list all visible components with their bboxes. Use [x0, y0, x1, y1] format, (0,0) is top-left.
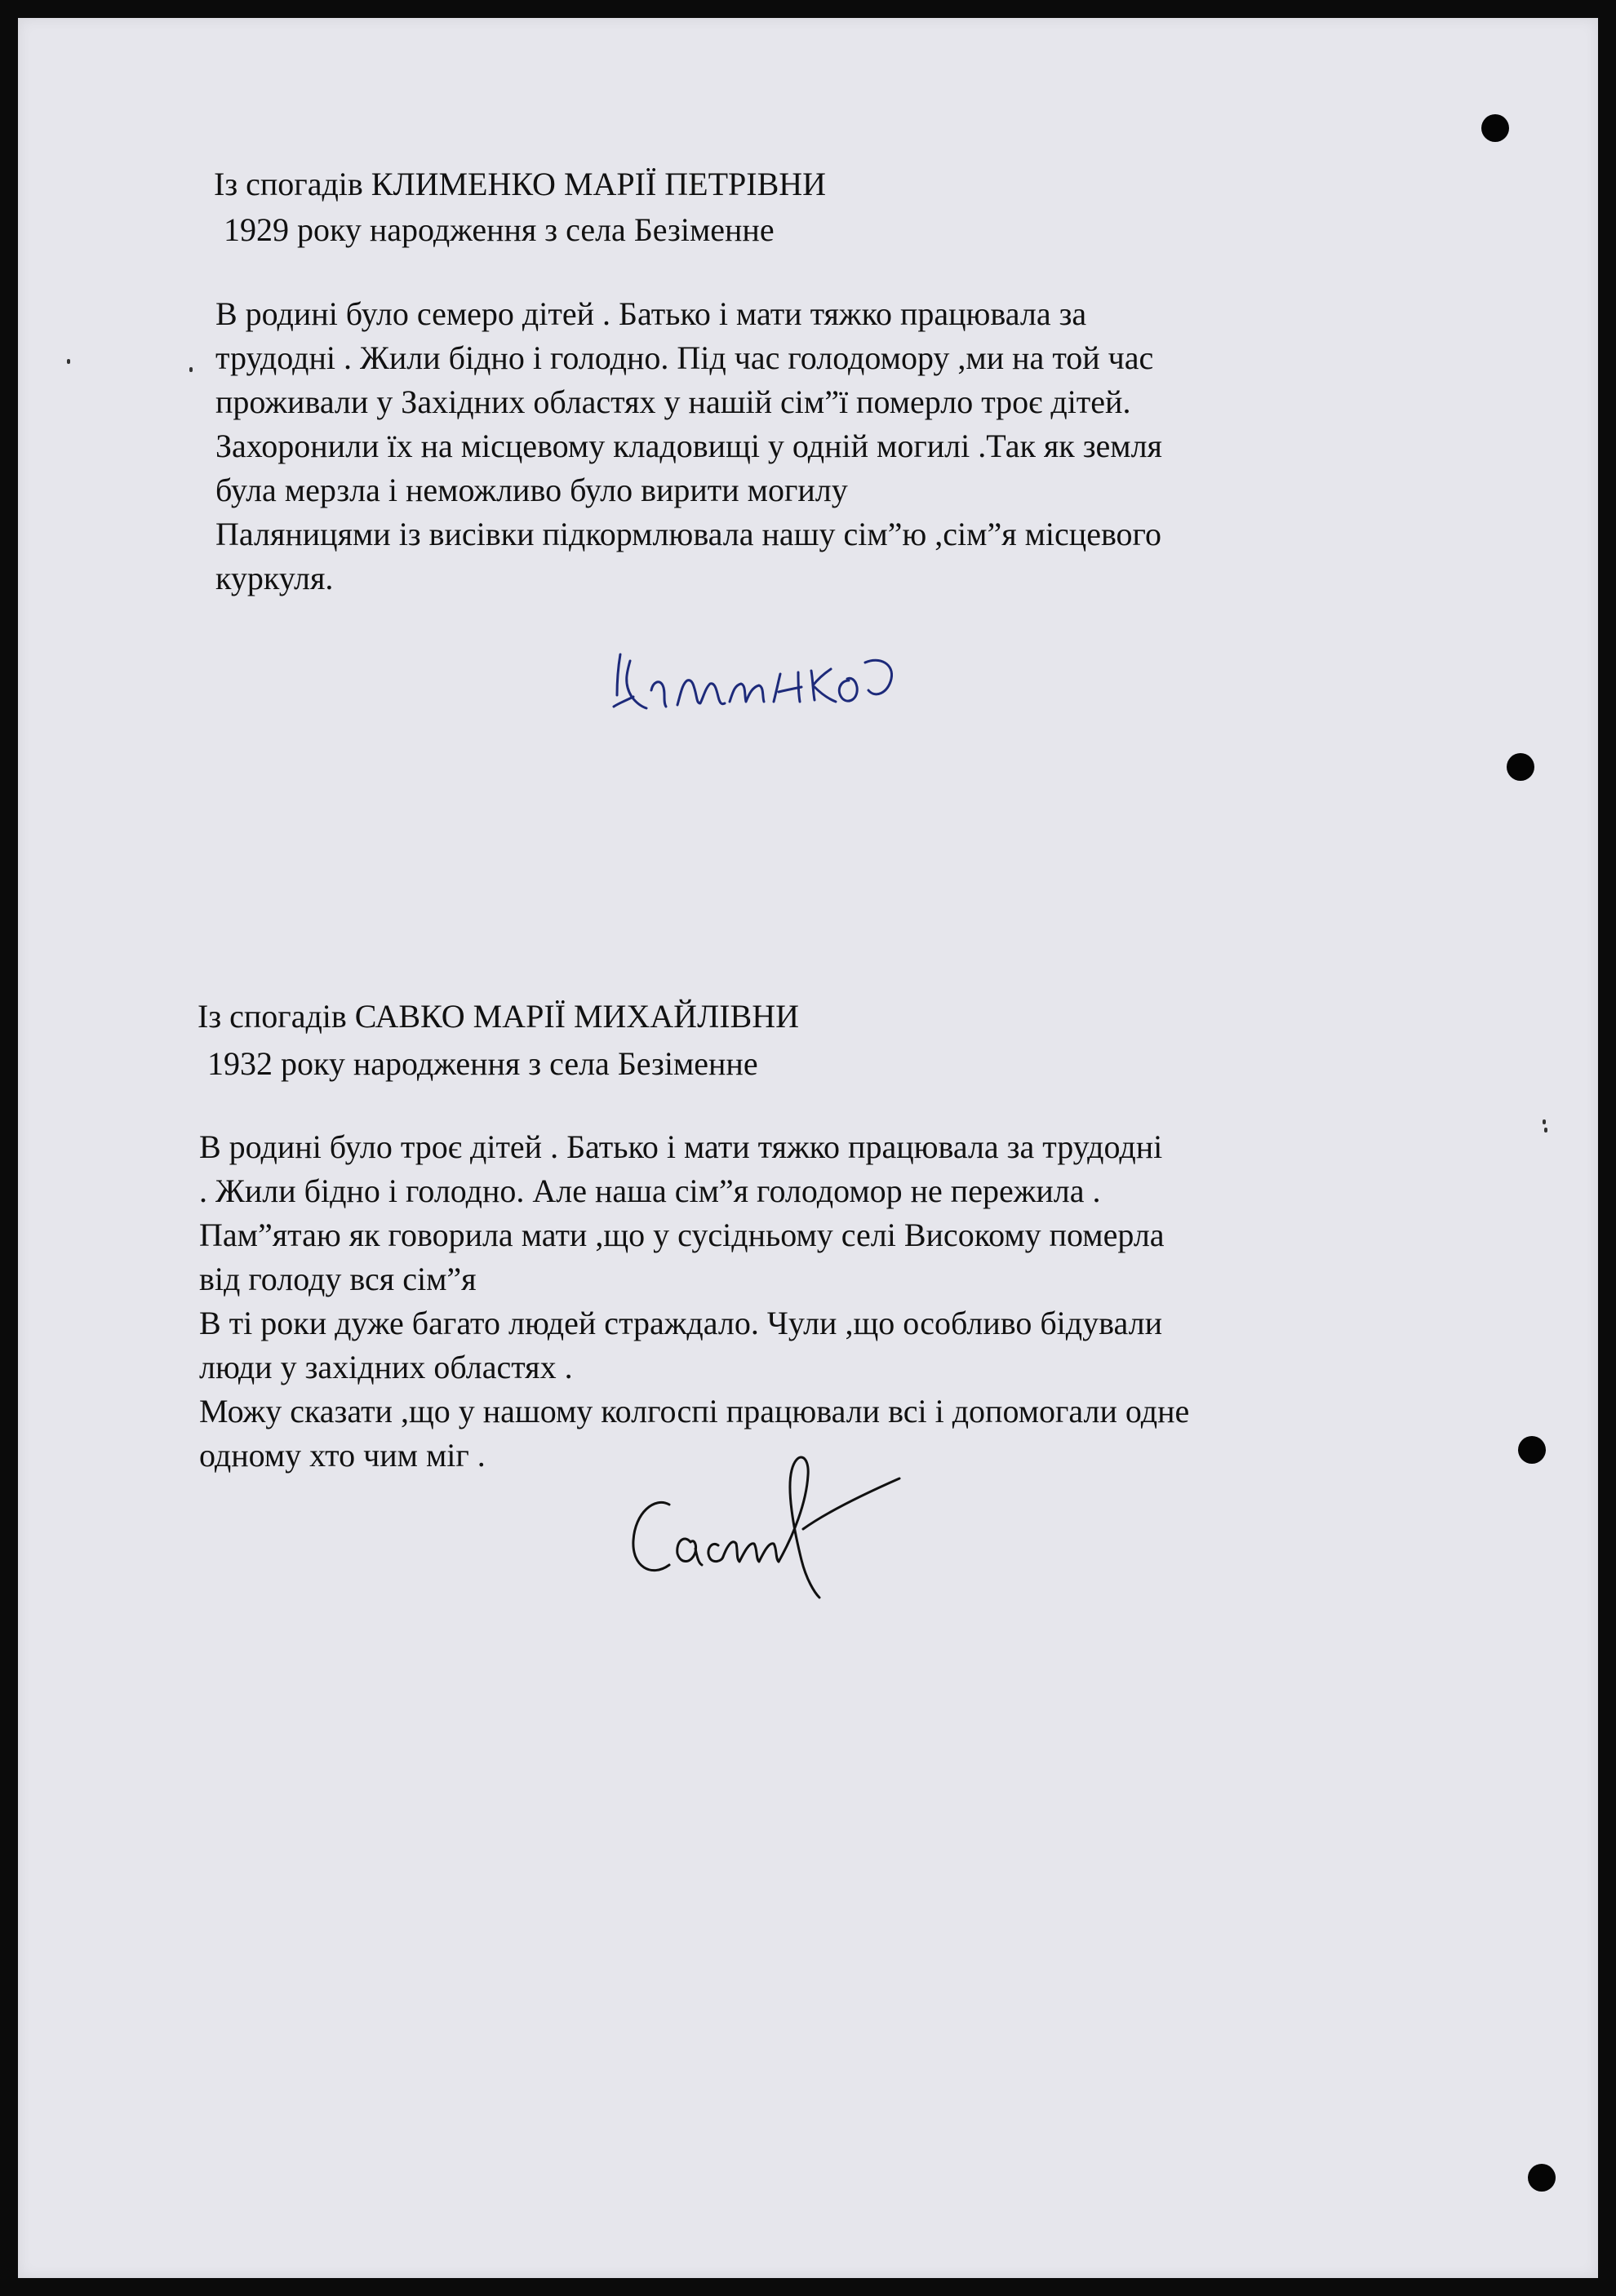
memoir-body-line: Можу сказати ,що у нашому колгоспі працювали всі і допомогали одне — [199, 1393, 1190, 1429]
memoir-body-line: . Жили бідно і голодно. Але наша сім”я голодомор не пережила . — [199, 1172, 1101, 1209]
memoir-body-line: трудодні . Жили бідно і голодно. Під час голодомору ,ми на той час — [215, 339, 1154, 376]
memoir-body-line: одному хто чим міг . — [199, 1437, 486, 1474]
punch-hole — [1528, 2164, 1556, 2192]
memoir-birth-line: 1929 року народження з села Безіменне — [224, 211, 775, 248]
memoir-body-line: куркуля. — [215, 560, 334, 596]
memoir-body-line: Пам”ятаю як говорила мати ,що у сусідньому селі Високому померла — [199, 1217, 1165, 1253]
memoir-birth-line: 1932 року народження з села Безіменне — [207, 1045, 758, 1082]
memoir-body-line: від голоду вся сім”я — [199, 1261, 477, 1297]
memoir-body-line: була мерзла і неможливо було вирити могилу — [215, 472, 848, 508]
paper-speck — [1544, 1128, 1547, 1132]
paper-speck — [67, 359, 70, 364]
document-page — [18, 18, 1598, 2278]
signature-klymenko — [606, 632, 948, 738]
memoir-body-line: проживали у Західних областях у нашій сім”ї померло троє дітей. — [215, 383, 1131, 420]
memoir-body-line: В ті роки дуже багато людей страждало. Чули ,що особливо бідували — [199, 1305, 1162, 1341]
memoir-heading: Із спогадів КЛИМЕНКО МАРІЇ ПЕТРІВНИ — [214, 166, 827, 202]
memoir-body-line: В родині було семеро дітей . Батько і мати тяжко працювала за — [215, 295, 1087, 332]
punch-hole — [1481, 114, 1509, 142]
signature-savko — [622, 1438, 916, 1601]
paper-speck — [189, 367, 193, 372]
memoir-body-line: люди у західних областях . — [199, 1349, 573, 1385]
memoir-body-line: Захоронили їх на місцевому кладовищі у одній могилі .Так як земля — [215, 428, 1162, 464]
memoir-body-line: Паляницями із висівки підкормлювала нашу сім”ю ,сім”я місцевого — [215, 516, 1161, 552]
punch-hole — [1518, 1436, 1546, 1464]
memoir-heading: Із спогадів САВКО МАРІЇ МИХАЙЛІВНИ — [198, 998, 799, 1035]
punch-hole — [1507, 753, 1534, 781]
paper-speck — [1543, 1119, 1546, 1124]
memoir-body-line: В родині було троє дітей . Батько і мати тяжко працювала за трудодні — [199, 1128, 1163, 1165]
